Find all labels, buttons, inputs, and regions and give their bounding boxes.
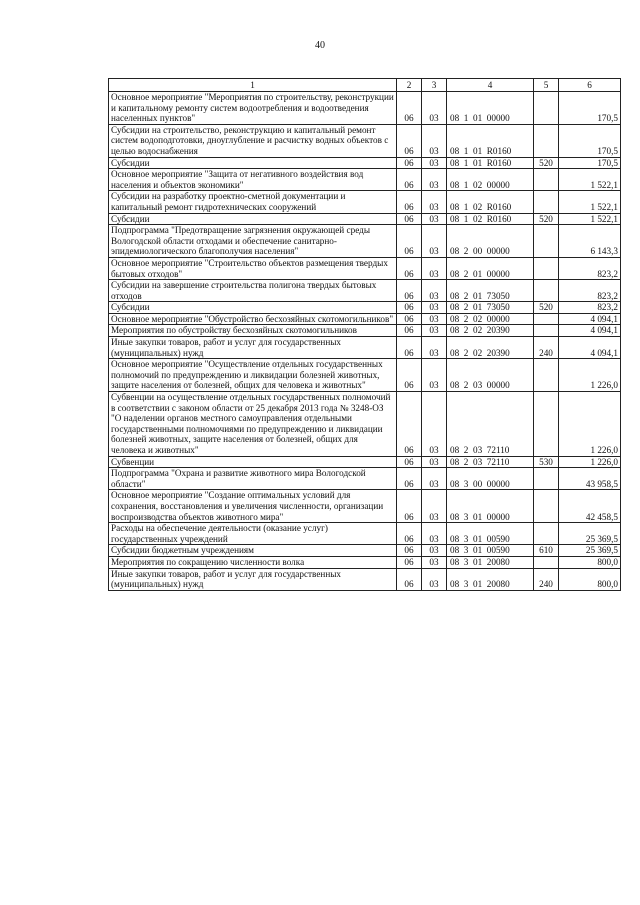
table-row [109,257,621,279]
row-expense-type [534,325,559,337]
row-subsection: 03 [422,325,447,337]
row-target-article: 08 2 01 73050 [447,280,534,302]
row-amount: 25 369,5 [559,545,621,557]
row-description: Субсидии на строительство, реконструкцию и капитальный ремонт систем водоподготовки, дноуглубление и расчистку водных объектов с целью водоснабжения [109,124,397,157]
row-section: 06 [397,313,422,325]
row-subsection: 03 [422,302,447,314]
row-expense-type [534,392,559,457]
row-subsection: 03 [422,490,447,523]
row-description: Субвенции [109,456,397,468]
row-section: 06 [397,213,422,225]
row-target-article: 08 3 01 00590 [447,545,534,557]
row-description: Субсидии на завершение строительства полигона твердых бытовых отходов [109,280,397,302]
row-subsection: 03 [422,169,447,191]
row-subsection: 03 [422,213,447,225]
row-target-article: 08 2 02 20390 [447,325,534,337]
row-description: Подпрограмма "Предотвращение загрязнения окружающей среды Вологодской области отходами и обеспечение санитарно-эпидемиологического благополучия населения" [109,225,397,258]
row-description: Субвенции на осуществление отдельных государственных полномочий в соответствии с законом области от 25 декабря 2013 года № 3248-ОЗ "О наделении органов местного самоуправления отдельными государственными полномочиями по предупреждению и ликвидации болезней животных, защите населения от болезней, общих для человека и животных" [109,392,397,457]
row-target-article: 08 1 01 R0160 [447,124,534,157]
table-row [109,490,621,523]
row-expense-type [534,92,559,125]
row-description: Субсидии [109,213,397,225]
row-expense-type [534,523,559,545]
row-expense-type [534,191,559,213]
table-row [109,124,621,157]
row-description: Основное мероприятие "Осуществление отдельных государственных полномочий по предупреждению и ликвидации болезней животных, защите населения от болезней, общих для человека и животных" [109,359,397,392]
header-cell: 1 [109,79,397,92]
row-target-article: 08 3 01 20080 [447,568,534,590]
row-amount: 823,2 [559,280,621,302]
table-row [109,92,621,125]
row-amount: 1 522,1 [559,169,621,191]
row-description: Иные закупки товаров, работ и услуг для государственных (муниципальных) нужд [109,568,397,590]
row-section: 06 [397,124,422,157]
row-description: Основное мероприятие "Обустройство бесхозяйных скотомогильников" [109,313,397,325]
row-description: Подпрограмма "Охрана и развитие животного мира Вологодской области" [109,468,397,490]
row-section: 06 [397,157,422,169]
page-number: 40 [315,40,325,51]
row-amount: 4 094,1 [559,337,621,359]
row-section: 06 [397,523,422,545]
row-amount: 1 226,0 [559,392,621,457]
row-subsection: 03 [422,456,447,468]
row-target-article: 08 3 00 00000 [447,468,534,490]
row-subsection: 03 [422,92,447,125]
row-section: 06 [397,280,422,302]
row-section: 06 [397,359,422,392]
row-target-article: 08 2 00 00000 [447,225,534,258]
header-cell: 4 [447,79,534,92]
row-expense-type [534,257,559,279]
header-cell: 2 [397,79,422,92]
row-subsection: 03 [422,280,447,302]
row-subsection: 03 [422,225,447,258]
table-row [109,456,621,468]
row-amount: 43 958,5 [559,468,621,490]
row-subsection: 03 [422,545,447,557]
row-amount: 823,2 [559,257,621,279]
header-cell: 5 [534,79,559,92]
table-row [109,568,621,590]
table-row [109,225,621,258]
row-subsection: 03 [422,191,447,213]
row-section: 06 [397,225,422,258]
row-subsection: 03 [422,337,447,359]
row-expense-type [534,280,559,302]
table-row [109,556,621,568]
row-amount: 170,5 [559,92,621,125]
row-description: Субсидии [109,302,397,314]
budget-table [108,78,621,591]
row-target-article: 08 2 03 00000 [447,359,534,392]
table-row [109,468,621,490]
row-subsection: 03 [422,523,447,545]
table-body [109,92,621,591]
row-amount: 1 226,0 [559,456,621,468]
row-amount: 800,0 [559,556,621,568]
row-section: 06 [397,468,422,490]
row-section: 06 [397,169,422,191]
row-expense-type: 520 [534,302,559,314]
row-target-article: 08 2 02 00000 [447,313,534,325]
row-subsection: 03 [422,568,447,590]
table-row [109,337,621,359]
row-amount: 1 226,0 [559,359,621,392]
row-description: Субсидии [109,157,397,169]
row-subsection: 03 [422,359,447,392]
row-expense-type [534,169,559,191]
row-section: 06 [397,556,422,568]
table-row [109,302,621,314]
row-subsection: 03 [422,124,447,157]
row-amount: 823,2 [559,302,621,314]
row-expense-type [534,124,559,157]
row-expense-type [534,468,559,490]
row-section: 06 [397,568,422,590]
row-section: 06 [397,325,422,337]
row-section: 06 [397,337,422,359]
row-section: 06 [397,392,422,457]
row-target-article: 08 2 03 72110 [447,456,534,468]
table-row [109,392,621,457]
row-description: Субсидии на разработку проектно-сметной документации и капитальный ремонт гидротехнических сооружений [109,191,397,213]
row-target-article: 08 1 02 00000 [447,169,534,191]
row-target-article: 08 3 01 00000 [447,490,534,523]
table-row [109,313,621,325]
row-description: Субсидии бюджетным учреждениям [109,545,397,557]
row-description: Основное мероприятие "Строительство объектов размещения твердых бытовых отходов" [109,257,397,279]
row-section: 06 [397,92,422,125]
row-target-article: 08 2 02 20390 [447,337,534,359]
row-expense-type [534,225,559,258]
row-subsection: 03 [422,257,447,279]
row-section: 06 [397,302,422,314]
header-cell: 3 [422,79,447,92]
row-amount: 4 094,1 [559,325,621,337]
row-target-article: 08 3 01 20080 [447,556,534,568]
row-amount: 1 522,1 [559,213,621,225]
table-row [109,523,621,545]
row-target-article: 08 1 02 R0160 [447,191,534,213]
row-expense-type: 530 [534,456,559,468]
row-description: Основное мероприятие "Мероприятия по строительству, реконструкции и капитальному ремонту систем водоотребления и водоотведения населенных пунктов" [109,92,397,125]
row-expense-type: 520 [534,157,559,169]
row-section: 06 [397,456,422,468]
header-cell: 6 [559,79,621,92]
row-description: Основное мероприятие "Защита от негативного воздействия вод населения и объектов экономики" [109,169,397,191]
row-amount: 170,5 [559,157,621,169]
row-target-article: 08 2 03 72110 [447,392,534,457]
row-expense-type [534,313,559,325]
row-description: Мероприятия по сокращению численности волка [109,556,397,568]
row-description: Основное мероприятие "Создание оптимальных условий для сохранения, восстановления и увеличения численности, организации воспроизводства объектов животного мира" [109,490,397,523]
row-subsection: 03 [422,556,447,568]
row-target-article: 08 1 02 R0160 [447,213,534,225]
row-target-article: 08 1 01 00000 [447,92,534,125]
row-amount: 6 143,3 [559,225,621,258]
table-row [109,191,621,213]
table-row [109,169,621,191]
row-expense-type [534,359,559,392]
row-amount: 25 369,5 [559,523,621,545]
row-target-article: 08 2 01 73050 [447,302,534,314]
table-row [109,280,621,302]
table-row [109,157,621,169]
row-target-article: 08 2 01 00000 [447,257,534,279]
table-header [109,79,621,92]
row-amount: 4 094,1 [559,313,621,325]
table-row [109,545,621,557]
row-target-article: 08 1 01 R0160 [447,157,534,169]
row-expense-type [534,556,559,568]
row-expense-type [534,490,559,523]
row-section: 06 [397,545,422,557]
row-section: 06 [397,490,422,523]
table-row [109,325,621,337]
row-expense-type: 520 [534,213,559,225]
row-expense-type: 240 [534,568,559,590]
row-section: 06 [397,257,422,279]
row-subsection: 03 [422,313,447,325]
row-amount: 800,0 [559,568,621,590]
row-expense-type: 610 [534,545,559,557]
row-subsection: 03 [422,392,447,457]
row-description: Иные закупки товаров, работ и услуг для государственных (муниципальных) нужд [109,337,397,359]
row-target-article: 08 3 01 00590 [447,523,534,545]
table-row [109,359,621,392]
table-row [109,213,621,225]
row-section: 06 [397,191,422,213]
row-amount: 1 522,1 [559,191,621,213]
row-description: Мероприятия по обустройству бесхозяйных скотомогильников [109,325,397,337]
row-expense-type: 240 [534,337,559,359]
row-amount: 170,5 [559,124,621,157]
row-subsection: 03 [422,157,447,169]
row-description: Расходы на обеспечение деятельности (оказание услуг) государственных учреждений [109,523,397,545]
row-amount: 42 458,5 [559,490,621,523]
row-subsection: 03 [422,468,447,490]
